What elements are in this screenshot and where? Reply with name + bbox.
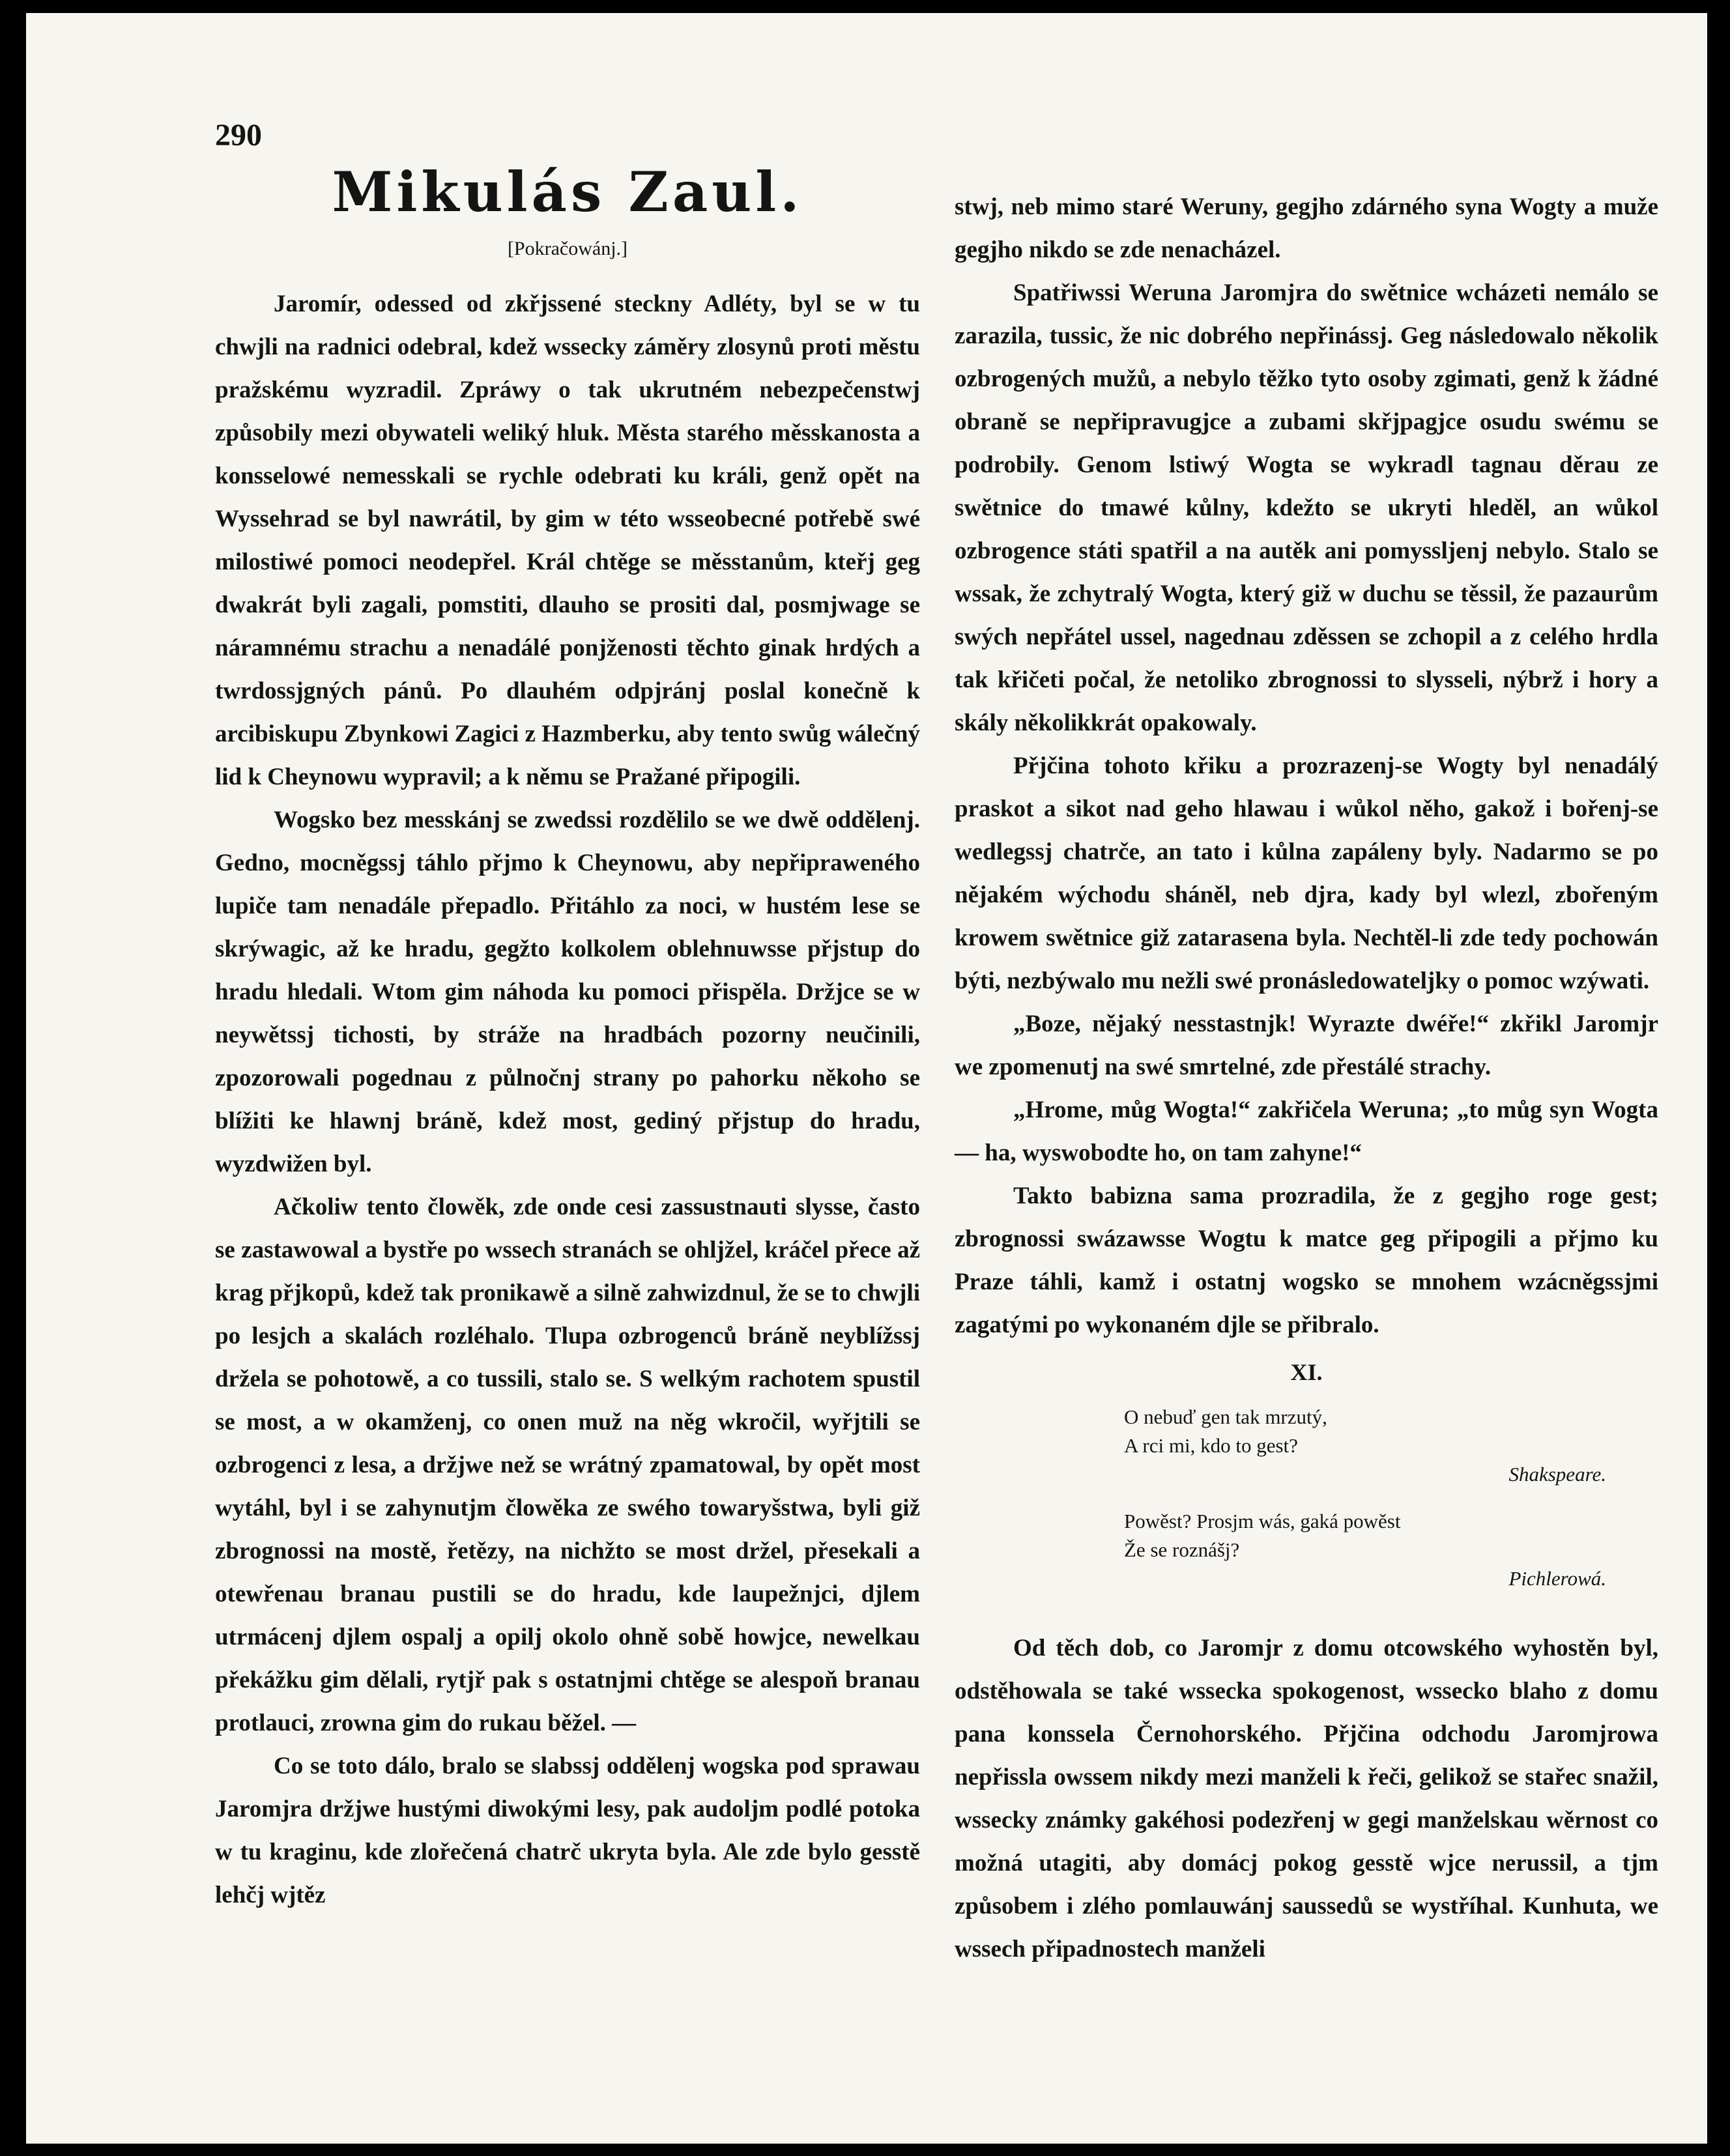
section-number: XI. — [1290, 1359, 1323, 1385]
left-column — [215, 160, 920, 1917]
page — [26, 13, 1707, 2144]
epigraph-line: Že se roznášj? — [1124, 1538, 1240, 1561]
paragraph: Co se toto dálo, bralo se slabssj oddělenj wogska pod sprawau Jaromjra držjwe hustými diwokými lesy, pak audoljm podlé potoka w tu kraginu, kde zlořečená chatrč ukryta byla. Ale zde bylo gesstě lehčj wjtěz — [215, 1753, 920, 1908]
paragraph: „Boze, nějaký nesstastnjk! Wyrazte dwéře!“ zkřikl Jaromjr we zpomenutj na swé smrtelné, zde přestálé strachy. — [955, 1011, 1658, 1080]
paragraph: Wogsko bez messkánj se zwedssi rozdělilo se we dwě oddělenj. Gedno, mocněgssj táhlo přjmo k Cheynowu, aby nepřipraweného lupiče tam nenadále přepadlo. Přitáhlo za noci, w hustém lese se skrýwagic, až ke hradu, gegžto kolkolem oblehnuwsse přjstup do hradu hledali. Wtom gim náhoda ku pomoci přispěla. Držjce se w neywětssj tichosti, by stráže na hradbách pozorny neučinili, zpozorowali pogednau z půlnočnj strany po pahorku někoho se blížiti ke hlawnj bráně, kdež most, gediný přjstup do hradu, wyzdwižen byl. — [215, 807, 920, 1177]
paragraph: Spatřiwssi Weruna Jaromjra do swětnice wcházeti nemálo se zarazila, tussic, že nic dobrého nepřinássj. Geg následowalo několik ozbrogených mužů, a nebylo těžko tyto osoby zgimati, genž k žádné obraně se nepřipravugjce a zubami skřjpagjce osudu swému se podrobily. Genom lstiwý Wogta se wykradl tagnau děrau ze swětnice do tmawé kůlny, kdežto se ukryti hleděl, an wůkol ozbrogence státi spatřil a na autěk ani pomyssljenj nebylo. Stalo se wssak, že zchytralý Wogta, který giž w duchu se těssil, že pazaurům swých nepřátel ussel, nagednau zděssen se zchopil a z celého hrdla tak křičeti počal, že netoliko zbrognossi to slysseli, nýbrž i hory a skály několikkrát opakowaly. — [955, 280, 1658, 736]
epigraph-author: Pichlerowá. — [1508, 1567, 1606, 1590]
article-subtitle: [Pokračowánj.] — [507, 238, 628, 259]
paragraph: Od těch dob, co Jaromjr z domu otcowského wyhostěn byl, odstěhowala se také wssecka spokogenost, wssecko blaho z domu pana konssela Černohorského. Přjčina odchodu Jaromjrowa nepřissla owssem nikdy mezi manželi k řeči, gelikož se stařec snažil, wssecky známky gakéhosi podezřenj w gegi manželskau wěrnost co možná utagiti, aby domácj pokog gesstě wjce nerussil, a tjm způsobem i zlého pomlauwánj saussedů se wystříhal. Kunhuta, we wssech připadnostech manželi — [955, 1635, 1658, 1962]
page-number: 290 — [215, 118, 262, 152]
paragraph: Takto babizna sama prozradila, že z gegjho roge gest; zbrognossi swázawsse Wogtu k matce geg připogili a přjmo ku Praze táhli, kamž i ostatnj wogsko se mnohem wzácněgssjmi zagatými po wykonaném djle se přibralo. — [955, 1183, 1658, 1338]
article-title: Mikulás Zaul. — [332, 160, 803, 224]
paragraph: stwj, neb mimo staré Weruny, gegjho zdárného syna Wogty a muže gegjho nikdo se zde nenacházel. — [955, 194, 1658, 263]
right-column — [955, 186, 1658, 1971]
paragraph: Jaromír, odessed od zkřjssené steckny Adléty, byl se w tu chwjli na radnici odebral, kdež wssecky záměry zlosynů proti městu pražskému wyzradil. Zpráwy o tak ukrutném nebezpečenstwj způsobily mezi obywateli weliký hluk. Města starého měsskanosta a konsselowé nemesskali se rychle odebrati ku králi, genž opět na Wyssehrad se byl nawrátil, by gim w této wsseobecné potřebě swé milostiwé pomoci neodepřel. Král chtěge se měsstanům, kteřj geg dwakrát byli zagali, pomstiti, dlauho se prositi dal, posmjwage se náramnému strachu a nenadálé ponjženosti těchto ginak hrdých a twrdossjgných pánů. Po dlauhém odpjránj poslal konečně k arcibiskupu Zbynkowi Zagici z Hazmberku, aby tento swůg wálečný lid k Cheynowu wypravil; a k němu se Pražané připogili. — [215, 291, 920, 790]
paragraph: Přjčina tohoto křiku a prozrazenj-se Wogty byl nenadálý praskot a sikot nad geho hlawau i wůkol něho, gakož i bořenj-se wedlegssj chatrče, an tato i kůlna zapáleny byly. Nadarmo se po nějakém wýchodu sháněl, neb djra, kady byl wlezl, zbořeným krowem swětnice giž zatarasena byla. Nechtěl-li zde tedy pochowán býti, nezbýwalo mu nežli swé pronásledowateljky o pomoc wzýwati. — [955, 753, 1658, 994]
paragraph: Ačkoliw tento člowěk, zde onde cesi zassustnauti slysse, často se zastawowal a bystře po wssech stranách se ohljžel, kráčel přece až krag přjkopů, kdež tak pronikawě a silně zahwizdnul, že se to chwjli po lesjch a skalách rozléhalo. Tlupa ozbrogenců bráně neyblížssj držela se pohotowě, a co tussili, stalo se. S welkým rachotem spustil se most, a w okamženj, co onen muž na něg wkročil, wyřjtili se ozbrogenci z lesa, a držjwe než se wrátný zpamatowal, by opět most wytáhl, byl i se zahynutjm člowěka ze swého towaryšstwa, byli giž zbrognossi na mostě, řetězy, na nichžto se most držel, přesekali a otewřenau branau pustili se do hradu, kde laupežnjci, djlem utrmácenj djlem ospalj a opilj okolo ohně sobě howjce, newelkau překážku gim dělali, rytjř pak s ostatnjmi chtěge se alespoň branau protlauci, zrowna gim do rukau běžel. — — [215, 1194, 920, 1736]
epigraph — [1124, 1403, 1606, 1593]
paragraph: „Hrome, můg Wogta!“ zakřičela Weruna; „to můg syn Wogta — ha, wyswobodte ho, on tam zahyne!“ — [955, 1097, 1658, 1166]
epigraph-author: Shakspeare. — [1508, 1463, 1606, 1486]
epigraph-line: O nebuď gen tak mrzutý, — [1124, 1405, 1327, 1428]
epigraph-line: Powěst? Prosjm wás, gaká powěst — [1124, 1510, 1401, 1532]
epigraph-line: A rci mi, kdo to gest? — [1124, 1434, 1298, 1457]
